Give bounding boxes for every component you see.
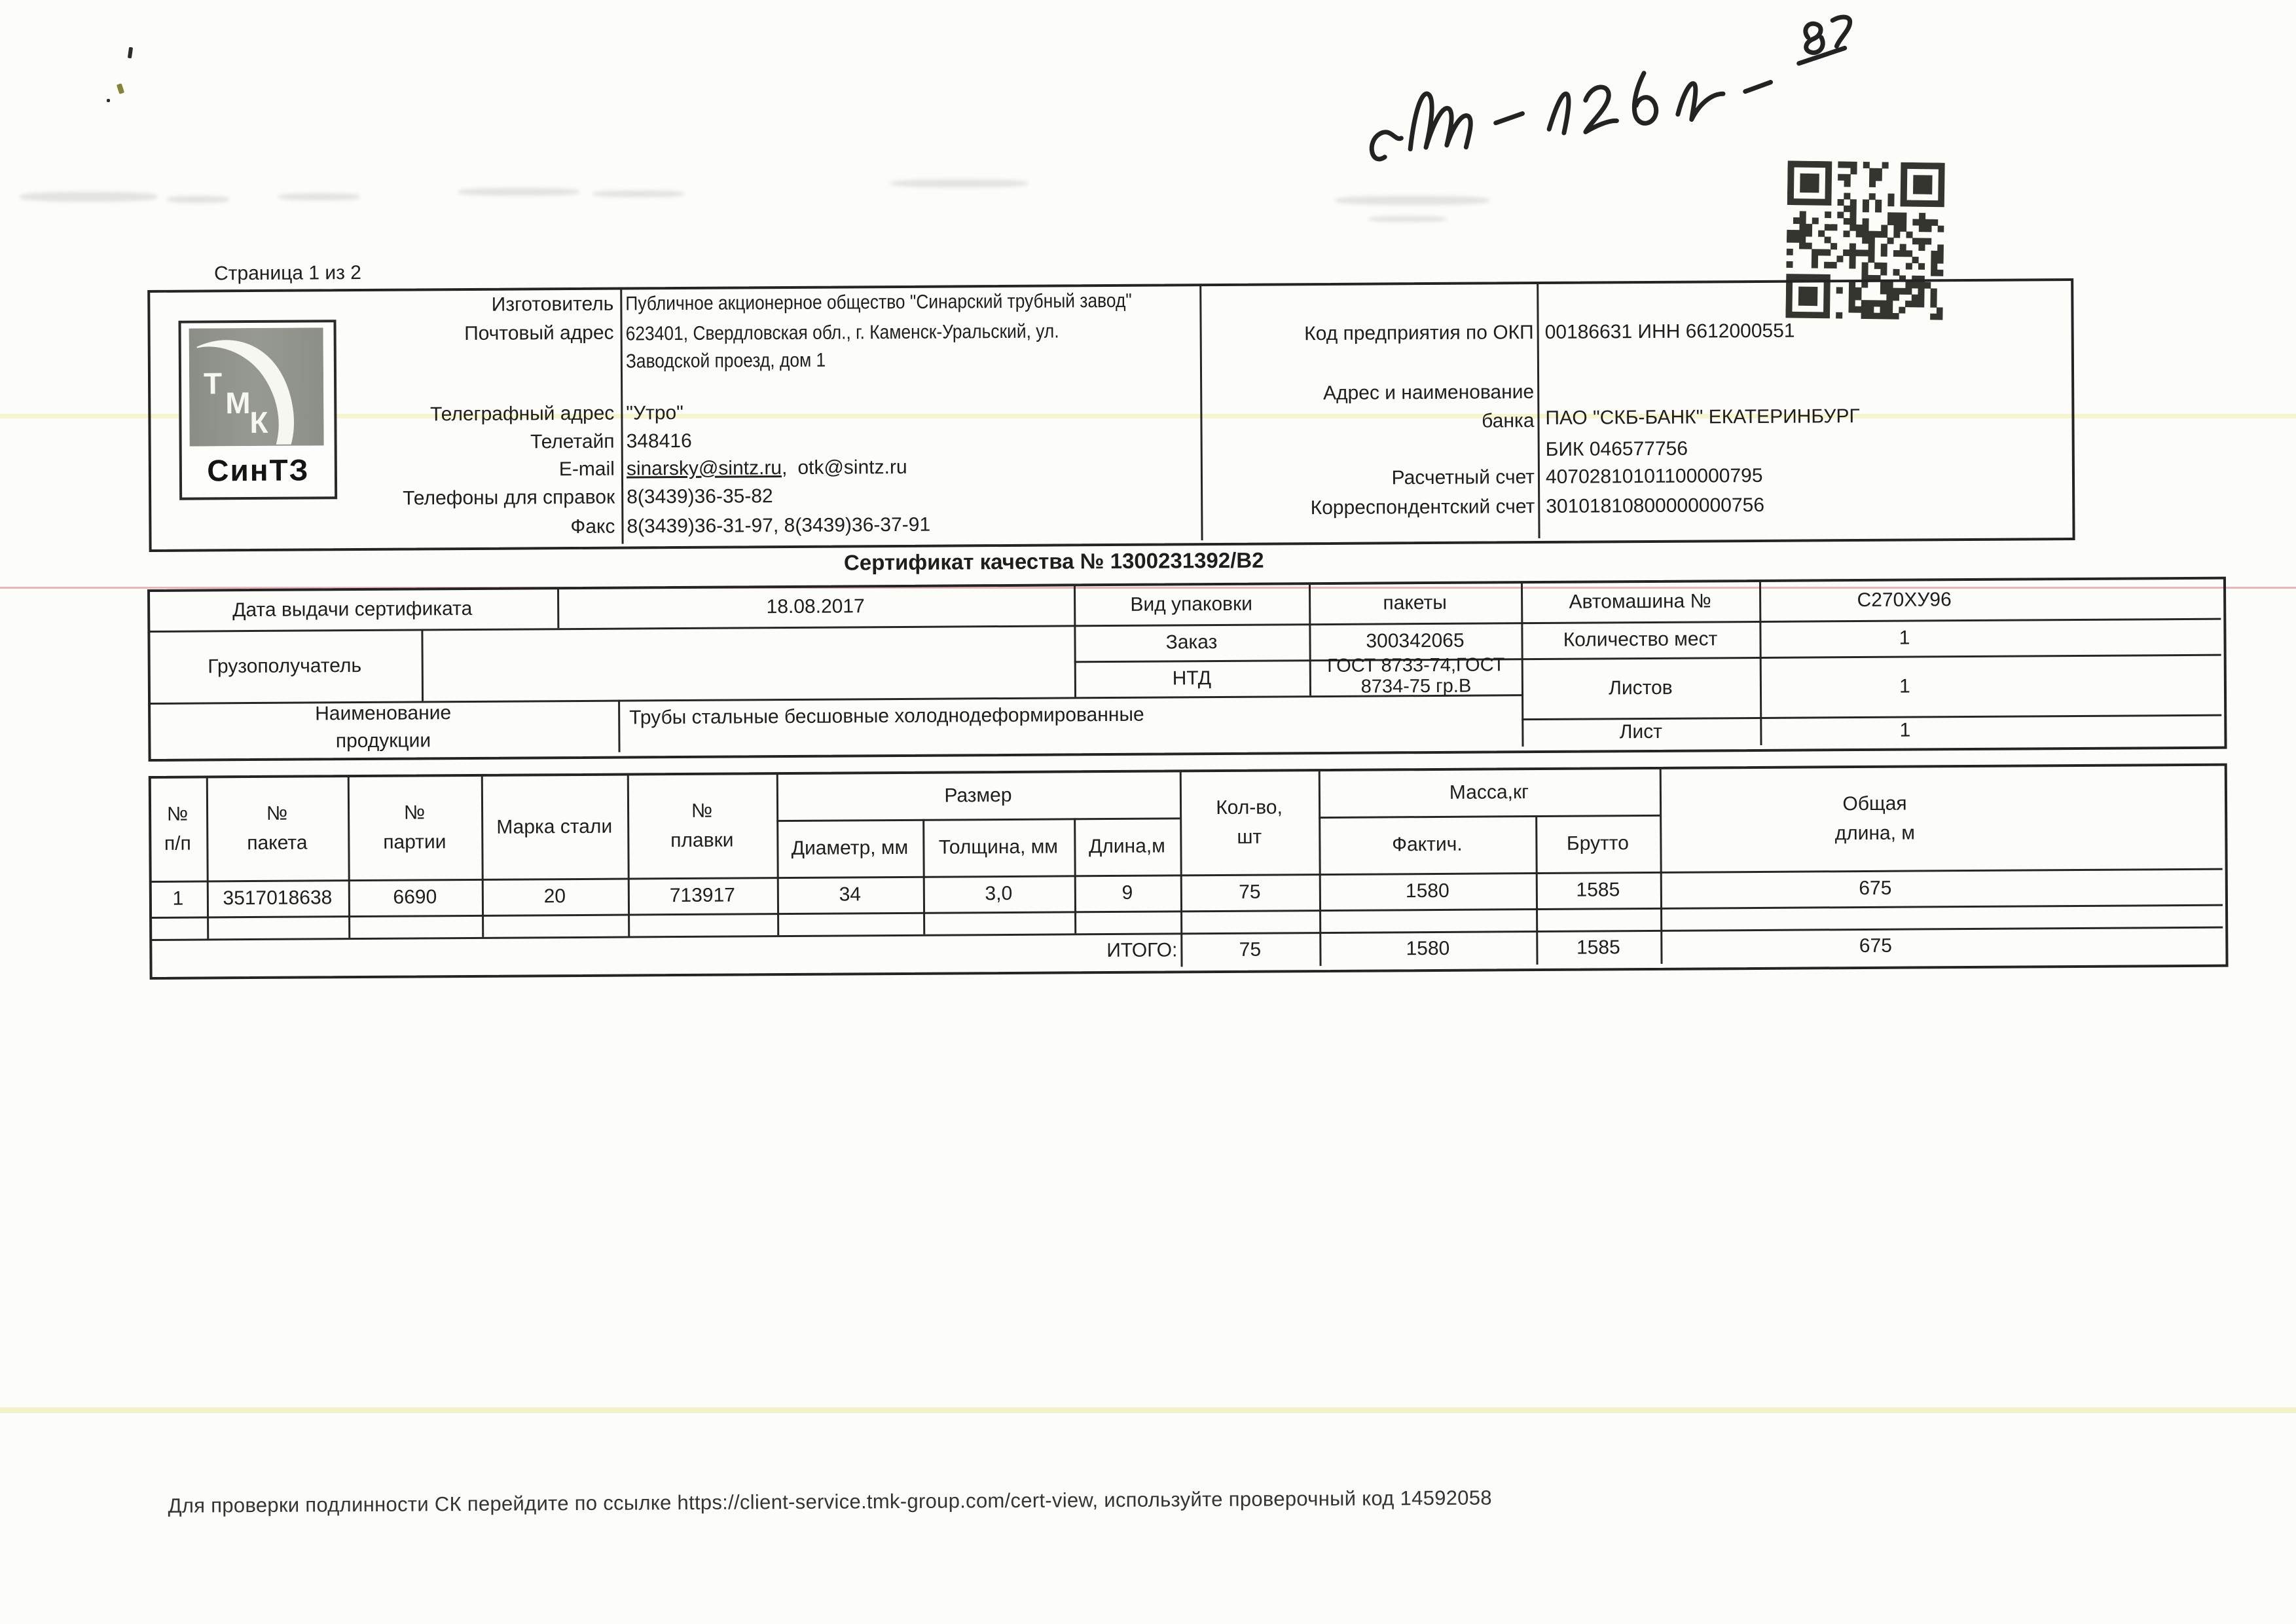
table-row-cell: 1585 <box>1576 879 1620 901</box>
table-border-line <box>618 700 620 752</box>
table-row-cell: 20 <box>543 885 566 908</box>
table-row-cell: 1580 <box>1405 879 1449 902</box>
sheet-value: 1 <box>1899 719 1911 741</box>
col-header-package: № пакета <box>247 802 308 855</box>
teletype-value: 348416 <box>626 430 692 452</box>
certificate-title: Сертификат качества № 1300231392/В2 <box>843 547 1264 575</box>
cert-date-value: 18.08.2017 <box>766 595 865 618</box>
fax-value: 8(3439)36-31-97, 8(3439)36-37-91 <box>627 513 931 538</box>
consignee-value <box>421 625 1074 701</box>
places-value: 1 <box>1899 627 1910 649</box>
table-row-cell: 675 <box>1859 877 1892 900</box>
col-group-size: Размер <box>944 784 1012 807</box>
logo-letter: М <box>225 386 251 420</box>
col-header-length: Длина,м <box>1088 835 1165 858</box>
telegraph-value: "Утро" <box>626 401 683 424</box>
cert-date-label: Дата выдачи сертификата <box>232 597 473 621</box>
col-header-batch: № партии <box>383 802 446 853</box>
table-row-cell: 1 <box>172 887 184 910</box>
postal-value: 623401, Свердловская обл., г. Каменск-Уральский, ул. Заводской проезд, дом 1 <box>625 320 1059 373</box>
logo-letter: К <box>249 405 268 440</box>
col-header-steel: Марка стали <box>496 815 613 838</box>
email-label: E-mail <box>558 458 615 481</box>
tmk-sintz-logo <box>178 320 337 500</box>
bank-name-value: ПАО "СКБ-БАНК" ЕКАТЕРИНБУРГ <box>1545 405 1860 429</box>
packaging-label: Вид упаковки <box>1130 593 1253 616</box>
table-row-cell: 3517018638 <box>223 887 333 910</box>
total-row-total-length: 675 <box>1859 934 1893 957</box>
email-address-secondary: otk@sintz.ru <box>797 456 907 479</box>
table-row-cell: 34 <box>839 883 862 906</box>
account-label: Расчетный счет <box>1391 466 1535 489</box>
corr-label: Корреспондентский счет <box>1310 496 1535 519</box>
table-row-cell: 3,0 <box>985 882 1013 905</box>
total-row-mass-gross: 1585 <box>1576 936 1620 959</box>
maker-label: Изготовитель <box>491 293 614 316</box>
truck-value: С270ХУ96 <box>1857 588 1952 611</box>
tmk-logo-icon <box>189 327 324 446</box>
col-group-mass: Масса,кг <box>1449 781 1529 803</box>
account-value: 40702810101100000795 <box>1545 464 1763 488</box>
table-row-cell: 713917 <box>669 884 736 907</box>
col-header-heat: № плавки <box>670 800 734 852</box>
places-label: Количество мест <box>1563 628 1718 651</box>
col-header-num: № п/п <box>164 803 191 855</box>
product-name-value: Трубы стальные бесшовные холоднодеформированные <box>629 703 1144 729</box>
telegraph-label: Телеграфный адрес <box>429 402 615 426</box>
ntd-label: НТД <box>1172 667 1212 690</box>
col-header-qty: Кол-во, шт <box>1216 796 1283 848</box>
logo-plant-name: СинТЗ <box>207 452 310 488</box>
ntd-value: ГОСТ 8733-74,ГОСТ 8734-75 гр.В <box>1327 654 1505 697</box>
teletype-label: Телетайп <box>530 430 615 453</box>
phones-value: 8(3439)36-35-82 <box>627 485 773 508</box>
bik-value: БИК 046577756 <box>1545 437 1688 460</box>
total-row-mass-fact: 1580 <box>1406 937 1450 959</box>
total-row-label: ИТОГО: <box>1106 938 1178 961</box>
email-value <box>627 455 907 481</box>
sheets-label: Листов <box>1609 676 1673 699</box>
order-value: 300342065 <box>1366 629 1465 652</box>
col-header-mass-fact: Фактич. <box>1392 833 1463 856</box>
table-row-cell: 6690 <box>393 886 437 908</box>
total-row-qty: 75 <box>1239 938 1262 961</box>
col-header-diameter: Диаметр, мм <box>791 836 909 859</box>
consignee-label: Грузополучатель <box>208 654 362 677</box>
phones-label: Телефоны для справок <box>403 486 615 509</box>
postal-label: Почтовый адрес <box>464 322 614 345</box>
table-row-cell: 75 <box>1239 881 1261 903</box>
col-header-total-length: Общая длина, м <box>1834 792 1916 845</box>
verification-note: Для проверки подлинности СК перейдите по ссылке https://client-service.tmk-group.com/cert-view, используйте проверочный код 14592058 <box>168 1486 1492 1517</box>
email-address-primary: sinarsky@sintz.ru, <box>626 457 788 480</box>
corr-value: 30101810800000000756 <box>1546 494 1765 517</box>
fax-label: Факс <box>570 515 615 538</box>
packaging-value: пакеты <box>1383 591 1447 614</box>
sheets-value: 1 <box>1899 675 1910 697</box>
product-name-label: Наименование продукции <box>315 702 452 752</box>
sheet-label: Лист <box>1619 720 1663 743</box>
okp-value: 00186631 ИНН 6612000551 <box>1544 320 1795 343</box>
okp-label: Код предприятия по ОКП <box>1304 322 1534 345</box>
logo-letter: Т <box>203 366 223 401</box>
table-row-cell: 9 <box>1121 881 1133 904</box>
order-label: Заказ <box>1165 631 1218 654</box>
bank-name-label: Адрес и наименование банка <box>1322 381 1535 432</box>
page-indicator: Страница 1 из 2 <box>213 261 362 285</box>
maker-value: Публичное акционерное общество "Синарский трубный завод" <box>625 289 1132 315</box>
col-header-mass-gross: Брутто <box>1566 832 1629 855</box>
truck-label: Автомашина № <box>1569 589 1711 613</box>
col-header-thickness: Толщина, мм <box>938 836 1059 858</box>
